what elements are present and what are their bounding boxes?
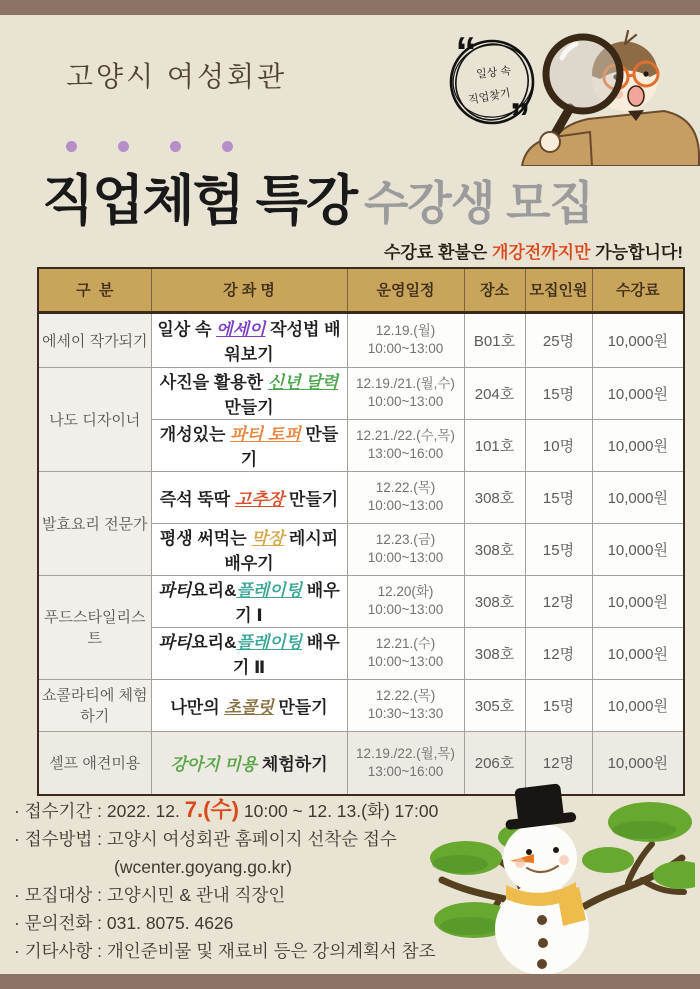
place-cell: 308호 [464, 471, 525, 523]
info-line [14, 796, 438, 825]
course-name-part: 막장 [251, 529, 285, 548]
capacity-cell: 10명 [525, 419, 592, 471]
course-name-part: 평생 써먹는 [159, 529, 252, 548]
course-name-cell [151, 419, 347, 471]
course-name-part: 사진을 활용한 [159, 373, 268, 392]
character-magnifier-icon [522, 31, 699, 166]
course-name-part: 작성법 배워보기 [224, 320, 341, 364]
col-header-schedule: 운영일정 [347, 268, 464, 312]
category-cell: 발효요리 전문가 [38, 471, 151, 575]
badge-line1: 일상 속 [475, 65, 512, 81]
org-name: 고양시 여성회관 [66, 61, 288, 92]
schedule-cell [347, 679, 464, 731]
course-name-cell [151, 471, 347, 523]
col-header-fee: 수강료 [592, 268, 684, 312]
course-name-part: 배우기 Ⅰ [235, 581, 340, 625]
schedule-line: 12.23.(금) [375, 532, 436, 548]
schedule-cell [347, 312, 464, 367]
course-name-cell [151, 731, 347, 795]
info-line [14, 909, 438, 937]
category-cell: 에세이 작가되기 [38, 312, 151, 367]
fee-cell: 10,000원 [592, 627, 684, 679]
col-header-course: 강 좌 명 [151, 268, 347, 312]
table-row [38, 367, 684, 419]
schedule-cell [347, 419, 464, 471]
info-line [14, 825, 438, 853]
col-header-capacity: 모집인원 [525, 268, 592, 312]
capacity-cell: 12명 [525, 731, 592, 795]
fee-cell: 10,000원 [592, 312, 684, 367]
schedule-line: 12.22.(목) [375, 480, 436, 496]
info-line [14, 881, 438, 909]
deco-dot [222, 141, 233, 152]
table-row [38, 471, 684, 523]
course-name-cell [151, 627, 347, 679]
col-header-category: 구 분 [38, 268, 151, 312]
capacity-cell: 15명 [525, 523, 592, 575]
course-name-part: 파티 [158, 633, 192, 652]
hero-illustration [430, 14, 700, 166]
schedule-line: 10:30~13:30 [367, 706, 444, 721]
schedule-cell [347, 627, 464, 679]
course-name-part: 신년 달력 [267, 373, 339, 392]
place-cell: 308호 [464, 523, 525, 575]
schedule-cell [347, 367, 464, 419]
info-text: 10:00 ~ 12. 13.(화) 17:00 [239, 801, 439, 821]
course-name-part: 만들기 [284, 489, 339, 509]
place-cell: 308호 [464, 627, 525, 679]
table-row [38, 312, 684, 367]
deco-dot [170, 141, 181, 152]
quote-open: “ [455, 28, 477, 75]
course-name-part: 요리& [191, 633, 237, 652]
course-name-cell [151, 575, 347, 627]
course-name-cell [151, 523, 347, 575]
schedule-line: 12.19./22.(월,목) [356, 746, 455, 762]
deco-dots [66, 141, 233, 152]
schedule-line: 10:00~13:00 [367, 394, 444, 409]
fee-cell: 10,000원 [592, 471, 684, 523]
page-title [42, 158, 593, 235]
fee-cell: 10,000원 [592, 731, 684, 795]
schedule-line: 10:00~13:00 [367, 550, 444, 565]
quote-badge-icon [448, 28, 538, 141]
notice-suffix: 가능합니다! [590, 243, 683, 262]
course-table-header [38, 268, 684, 312]
info-text: · 모집대상 : 고양시민 & 관내 직장인 [14, 885, 286, 905]
course-name-part: 체험하기 [257, 755, 328, 775]
course-name-part: 요리& [191, 581, 237, 600]
schedule-line: 12.20(화) [377, 584, 434, 600]
course-name-part: 만들기 [240, 425, 339, 469]
schedule-line: 10:00~13:00 [367, 654, 444, 669]
course-name-part: 강아지 미용 [170, 755, 258, 775]
info-line [14, 853, 438, 881]
schedule-line: 13:00~16:00 [367, 763, 444, 779]
schedule-cell [347, 523, 464, 575]
fee-cell: 10,000원 [592, 419, 684, 471]
capacity-cell: 15명 [525, 679, 592, 731]
place-cell: B01호 [464, 312, 525, 367]
course-table [37, 267, 685, 796]
col-header-place: 장소 [464, 268, 525, 312]
snowman-pine-icon [430, 782, 695, 974]
schedule-line: 12.21./22.(수,목) [356, 428, 455, 444]
badge-line2: 직업찾기 [467, 87, 512, 107]
place-cell: 204호 [464, 367, 525, 419]
deco-dot [66, 141, 77, 152]
course-name-part: 파티 [158, 581, 192, 600]
schedule-line: 12.19.(월) [375, 323, 436, 339]
info-text: · 문의전화 : 031. 8075. 4626 [14, 913, 234, 933]
title-main: 직업체험 특강 [42, 171, 356, 231]
category-cell: 쇼콜라티에 체험하기 [38, 679, 151, 731]
table-row [38, 575, 684, 627]
course-name-part: 나만의 [170, 697, 225, 717]
capacity-cell: 12명 [525, 575, 592, 627]
info-text: · 접수방법 : 고양시 여성회관 홈페이지 선착순 접수 [14, 829, 397, 849]
refund-notice [384, 238, 683, 263]
course-name-part: 개성있는 [159, 425, 231, 444]
bottom-accent-bar [0, 974, 700, 989]
course-name-cell [151, 312, 347, 367]
fee-cell: 10,000원 [592, 367, 684, 419]
capacity-cell: 15명 [525, 471, 592, 523]
title-sub: 수강생 모집 [364, 177, 593, 229]
info-highlight: 7.(수) [184, 797, 240, 822]
fee-cell: 10,000원 [592, 575, 684, 627]
fee-cell: 10,000원 [592, 523, 684, 575]
capacity-cell: 12명 [525, 627, 592, 679]
fee-cell: 10,000원 [592, 679, 684, 731]
schedule-line: 10:00~13:00 [367, 498, 444, 513]
deco-dot [118, 141, 129, 152]
schedule-cell [347, 471, 464, 523]
course-name-part: 에세이 [216, 320, 266, 339]
course-name-part: 플레이팅 [236, 581, 303, 600]
schedule-line: 10:00~13:00 [367, 341, 444, 356]
capacity-cell: 25명 [525, 312, 592, 367]
info-text: · 기타사항 : 개인준비물 및 재료비 등은 강의계획서 참조 [14, 941, 436, 961]
course-name-part: 고추장 [234, 489, 285, 509]
schedule-line: 10:00~13:00 [367, 602, 444, 617]
place-cell: 101호 [464, 419, 525, 471]
course-name-cell [151, 367, 347, 419]
info-line [14, 937, 438, 965]
place-cell: 305호 [464, 679, 525, 731]
course-table-body [38, 312, 684, 795]
table-row [38, 679, 684, 731]
schedule-line: 12.21.(수) [375, 636, 436, 652]
info-section [14, 796, 438, 965]
schedule-line: 12.19./21.(월,수) [356, 376, 455, 392]
schedule-line: 12.22.(목) [375, 688, 436, 704]
category-cell: 푸드스타일리스트 [38, 575, 151, 679]
course-name-part: 파티 토퍼 [230, 425, 301, 444]
course-name-part: 즉석 뚝딱 [159, 489, 235, 509]
category-cell: 셀프 애견미용 [38, 731, 151, 795]
category-cell: 나도 디자이너 [38, 367, 151, 471]
top-accent-bar [0, 0, 700, 15]
course-name-part: 만들기 [273, 697, 328, 717]
course-name-part: 초콜릿 [224, 697, 274, 717]
quote-close: ” [509, 94, 531, 141]
capacity-cell: 15명 [525, 367, 592, 419]
schedule-line: 13:00~16:00 [367, 446, 444, 461]
course-name-part: 플레이팅 [236, 633, 303, 652]
course-name-part: 레시피 배우기 [224, 529, 339, 573]
notice-highlight: 개강전까지만 [491, 243, 591, 262]
place-cell: 206호 [464, 731, 525, 795]
course-name-part: 만들기 [224, 398, 274, 417]
schedule-cell [347, 575, 464, 627]
info-text: (wcenter.goyang.go.kr) [114, 857, 293, 877]
course-name-cell [151, 679, 347, 731]
notice-prefix: 수강료 환불은 [383, 243, 492, 262]
place-cell: 308호 [464, 575, 525, 627]
info-text: · 접수기간 : 2022. 12. [14, 801, 185, 821]
course-name-part: 배우기 Ⅱ [232, 633, 340, 677]
course-name-part: 일상 속 [157, 320, 217, 339]
